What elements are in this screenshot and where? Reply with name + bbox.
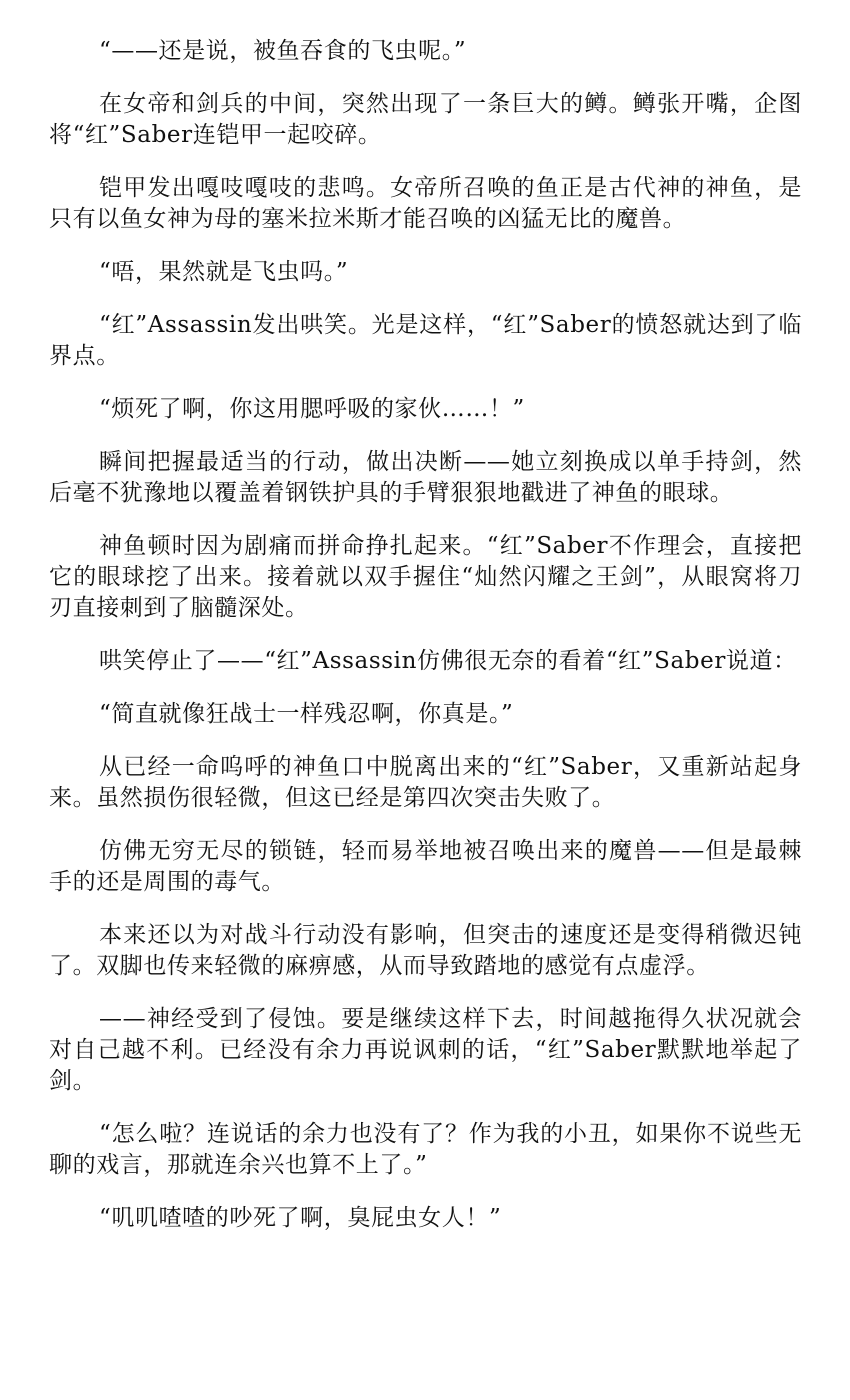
paragraph: 哄笑停止了——“红”Assassin仿佛很无奈的看着“红”Saber说道：: [99, 648, 797, 674]
paragraph: “简直就像狂战士一样残忍啊，你真是。”: [99, 701, 514, 727]
paragraph: “唔，果然就是飞虫吗。”: [99, 259, 349, 285]
paragraph: “叽叽喳喳的吵死了啊，臭屁虫女人！”: [99, 1205, 502, 1231]
paragraph: “红”Assassin发出哄笑。光是这样，“红”Saber的愤怒就达到了临界点。: [49, 312, 802, 369]
paragraph: ——神经受到了侵蚀。要是继续这样下去，时间越拖得久状况就会对自己越不利。已经没有余力再说讽刺的话，“红”Saber默默地举起了剑。: [49, 1006, 802, 1094]
paragraph: “——还是说，被鱼吞食的飞虫呢。”: [99, 38, 467, 64]
paragraph: “怎么啦？连说话的余力也没有了？作为我的小丑，如果你不说些无聊的戏言，那就连余兴也算不上了。”: [49, 1121, 802, 1178]
paragraph: 在女帝和剑兵的中间，突然出现了一条巨大的鳟。鳟张开嘴，企图将“红”Saber连铠甲一起咬碎。: [49, 91, 802, 148]
paragraph: 从已经一命呜呼的神鱼口中脱离出来的“红”Saber，又重新站起身来。虽然损伤很轻微，但这已经是第四次突击失败了。: [49, 754, 802, 811]
paragraph: 神鱼顿时因为剧痛而拼命挣扎起来。“红”Saber不作理会，直接把它的眼球挖了出来。接着就以双手握住“灿然闪耀之王剑”，从眼窝将刀刃直接刺到了脑髓深处。: [49, 533, 802, 621]
paragraph: 瞬间把握最适当的行动，做出决断——她立刻换成以单手持剑，然后毫不犹豫地以覆盖着钢铁护具的手臂狠狠地戳进了神鱼的眼球。: [49, 449, 802, 506]
paragraph: “烦死了啊，你这用腮呼吸的家伙……！”: [99, 396, 525, 422]
paragraph: 本来还以为对战斗行动没有影响，但突击的速度还是变得稍微迟钝了。双脚也传来轻微的麻痹感，从而导致踏地的感觉有点虚浮。: [49, 922, 802, 979]
paragraph: 铠甲发出嘎吱嘎吱的悲鸣。女帝所召唤的鱼正是古代神的神鱼，是只有以鱼女神为母的塞米拉米斯才能召唤的凶猛无比的魔兽。: [49, 175, 802, 232]
paragraph: 仿佛无穷无尽的锁链，轻而易举地被召唤出来的魔兽——但是最棘手的还是周围的毒气。: [49, 838, 802, 895]
